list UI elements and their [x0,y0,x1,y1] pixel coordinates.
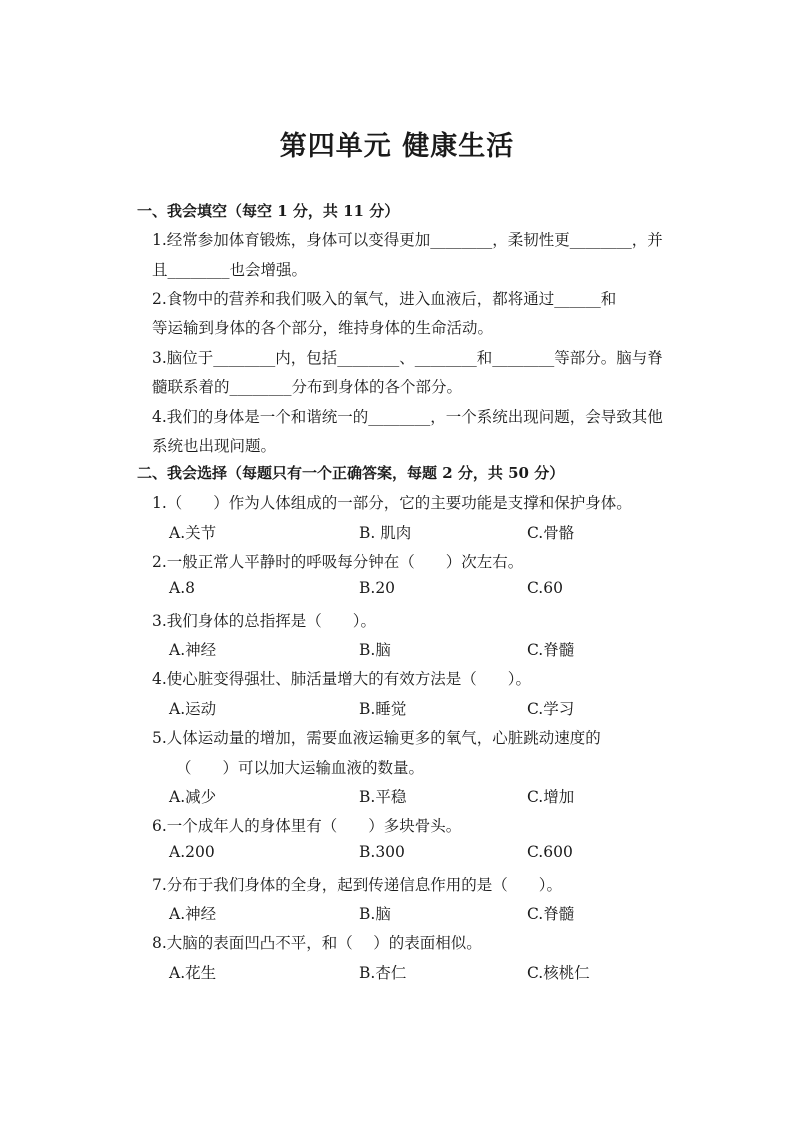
option-b: B.平稳 [359,788,407,806]
option-c: C.核桃仁 [527,964,590,982]
fill-in-line: 1.经常参加体育锻炼，身体可以变得更加________，柔韧性更________，并 [152,231,663,249]
option-c: C.学习 [527,700,575,718]
fill-in-line: 3.脑位于________内，包括________、________和________等部分。脑与脊 [152,349,663,367]
fill-in-line: 等运输到身体的各个部分，维持身体的生命活动。 [152,319,494,337]
question-text: 5.人体运动量的增加，需要血液运输更多的氧气，心脏跳动速度的 [152,729,601,747]
page-title: 第四单元 健康生活 [279,131,515,162]
option-a: A.减少 [169,788,217,806]
fill-in-line: 4.我们的身体是一个和谐统一的________，一个系统出现问题，会导致其他 [152,408,663,426]
option-a: A.8 [169,579,195,597]
option-a: A.关节 [169,524,217,542]
fill-in-line: 系统也出现问题。 [152,437,277,455]
fill-in-line: 髓联系着的________分布到身体的各个部分。 [152,378,463,396]
fill-in-line: 且________也会增强。 [152,261,308,279]
option-c: C.骨骼 [527,524,575,542]
option-a: A.200 [169,843,215,861]
question-text: 4.使心脏变得强壮、肺活量增大的有效方法是（ ）。 [152,670,532,688]
option-c: C.脊髓 [527,641,575,659]
question-text: 6.一个成年人的身体里有（ ）多块骨头。 [152,817,462,835]
option-a: A.花生 [169,964,217,982]
question-text: 1.（ ）作为人体组成的一部分，它的主要功能是支撑和保护身体。 [152,494,632,512]
option-b: B.杏仁 [359,964,407,982]
option-a: A.运动 [169,700,217,718]
option-b: B.20 [359,579,396,597]
option-a: A.神经 [169,641,217,659]
option-b: B.300 [359,843,405,861]
option-a: A.神经 [169,905,217,923]
option-c: C.增加 [527,788,575,806]
fill-in-line: 2.食物中的营养和我们吸入的氧气，进入血液后，都将通过______和 [152,290,617,308]
option-b: B. 肌肉 [359,524,412,542]
option-c: C.600 [527,843,573,861]
option-b: B.睡觉 [359,700,407,718]
question-text-continued: （ ）可以加大运输血液的数量。 [176,759,425,777]
question-text: 2.一般正常人平静时的呼吸每分钟在（ ）次左右。 [152,553,524,571]
option-c: C.60 [527,579,563,597]
option-c: C.脊髓 [527,905,575,923]
option-b: B.脑 [359,641,391,659]
section-heading-multiple-choice: 二、我会选择（每题只有一个正确答案，每题 2 分，共 50 分） [137,464,565,482]
section-heading-fill-in: 一、我会填空（每空 1 分，共 11 分） [137,202,400,220]
question-text: 8.大脑的表面凹凸不平，和（ ）的表面相似。 [152,934,482,952]
option-b: B.脑 [359,905,391,923]
question-text: 7.分布于我们身体的全身，起到传递信息作用的是（ ）。 [152,876,563,894]
question-text: 3.我们身体的总指挥是（ ）。 [152,612,377,630]
